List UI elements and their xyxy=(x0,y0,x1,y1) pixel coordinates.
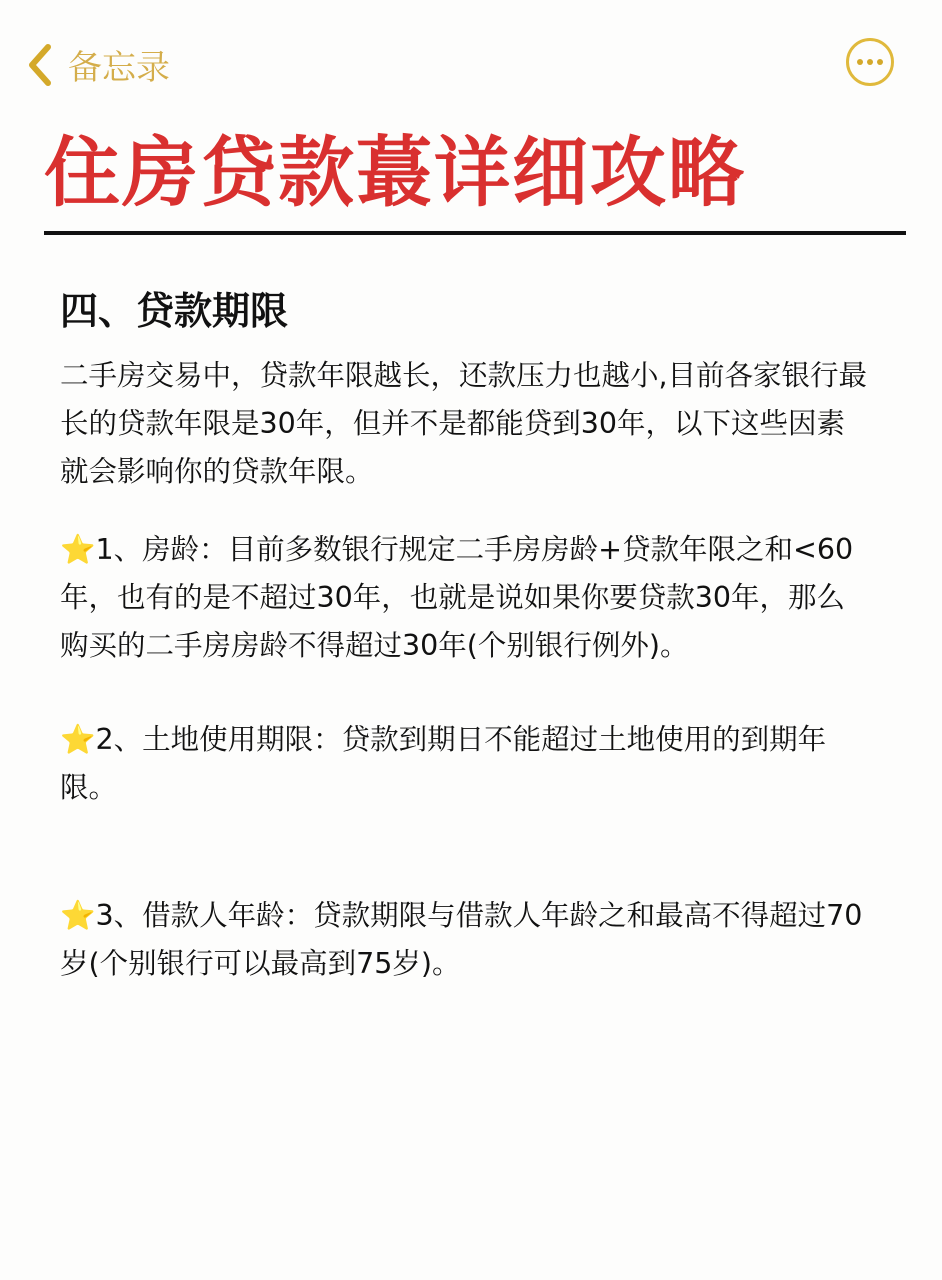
dot-icon xyxy=(877,59,883,65)
chevron-left-icon xyxy=(26,43,56,87)
intro-paragraph: 二手房交易中，贷款年限越长，还款压力也越小,目前各家银行最长的贷款年限是30年，但并不是都能贷到30年，以下这些因素就会影响你的贷款年限。 xyxy=(60,359,868,488)
item-text: 1、房龄：目前多数银行规定二手房房龄+贷款年限之和<60年，也有的是不超过30年，也就是说如果你要贷款30年，那么购买的二手房房龄不得超过30年(个别银行例外)。 xyxy=(60,533,854,662)
star-icon: ⭐ xyxy=(60,533,96,566)
dot-icon xyxy=(857,59,863,65)
page-title: 住房贷款蕞详细攻略 xyxy=(44,128,746,217)
star-icon: ⭐ xyxy=(60,899,96,932)
nav-bar xyxy=(0,36,942,92)
dot-icon xyxy=(867,59,873,65)
item-text: 3、借款人年龄：贷款期限与借款人年龄之和最高不得超过70岁(个别银行可以最高到75岁)。 xyxy=(60,899,863,980)
section-heading: 四、贷款期限 xyxy=(60,289,289,333)
back-button[interactable] xyxy=(26,40,170,89)
list-item xyxy=(60,716,870,812)
more-options-button[interactable] xyxy=(846,38,894,86)
star-icon: ⭐ xyxy=(60,723,96,756)
list-item xyxy=(60,526,870,670)
divider xyxy=(44,231,906,235)
back-label: 备忘录 xyxy=(68,48,170,88)
list-item xyxy=(60,892,870,988)
item-text: 2、土地使用期限：贷款到期日不能超过土地使用的到期年限。 xyxy=(60,723,827,804)
